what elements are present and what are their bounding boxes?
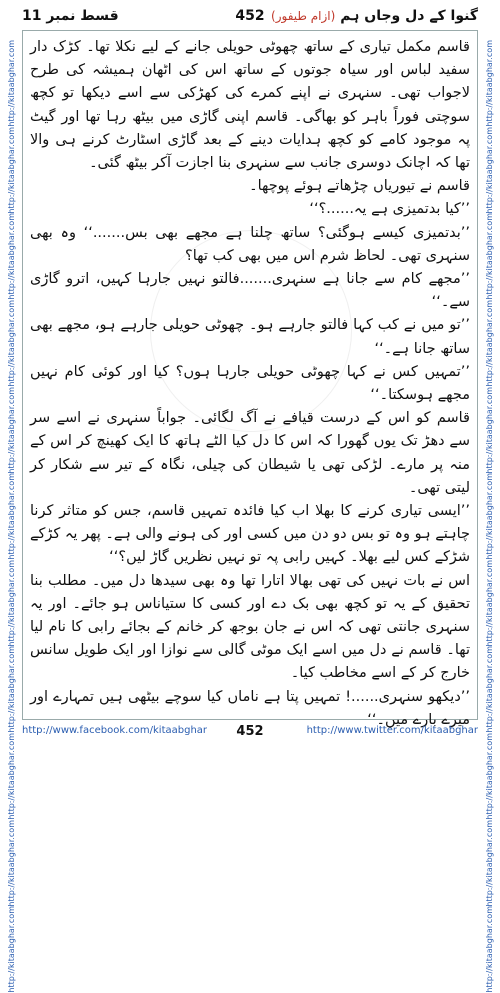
footer-page-number: 452 [236, 724, 264, 739]
paragraph: قاسم مکمل تیاری کے ساتھ چھوٹی حویلی جانے کے لیے نکلا تھا۔ کڑک دار سفید لباس اور سیاہ جوتوں کے ساتھ اس کی اٹھان ہمیشہ کی طرح لاجواب تھی۔ سنہری نے اپنے کمرے کی کھڑکی سے اسے دیکھا تو کچھ سوچتی فوراً باہر کو بھاگی۔ قاسم اپنی گاڑی میں بیٹھ رہا تھا اور گیٹ پہ موجود کامے کو کچھ ہدایات دینے کے بعد گاڑی اسٹارٹ کرنے ہی والا تھا کہ اچانک دوسری جانب سے سنہری بنا اجازت آکر بیٹھ گئی۔ [30, 39, 470, 172]
part-number: قسط نمبر 11 [22, 8, 119, 24]
margin-url[interactable]: http://kitaabghar.com [6, 386, 16, 474]
left-margin-urls [4, 40, 18, 993]
margin-url[interactable]: http://kitaabghar.com [6, 299, 16, 387]
twitter-link[interactable]: http://www.twitter.com/kitaabghar [306, 725, 478, 736]
margin-url[interactable]: http://kitaabghar.com [484, 299, 494, 387]
margin-url[interactable]: http://kitaabghar.com [6, 819, 16, 907]
margin-url[interactable]: http://kitaabghar.com [484, 733, 494, 820]
author-name: (ازام طیفور) [271, 9, 336, 23]
margin-url[interactable]: http://kitaabghar.com [484, 386, 494, 474]
paragraph: ’’تمہیں کس نے کہا چھوٹی حویلی جارہا ہوں؟ کیا اور کوئی کام نہیں مجھے ہوسکتا۔‘‘ [30, 363, 470, 404]
page-header [22, 6, 478, 32]
story-text [30, 36, 470, 728]
series-title-text: گنوا کے دل وجاں ہم [340, 8, 478, 24]
header-page-number: 452 [235, 8, 265, 24]
margin-url[interactable]: http://kitaabghar.com [484, 473, 494, 560]
paragraph: ’’کیا بدتمیزی ہے یہ......؟‘‘ [309, 201, 470, 218]
margin-url[interactable]: http://kitaabghar.com [6, 559, 16, 647]
paragraph: قاسم کو اس کے درست قیافے نے آگ لگائی۔ جواباً سنہری نے اسے سر سے دھڑ تک یوں گھورا کہ اس کا دل کیا الٹے ہاتھ کا ایک کھینچ کر اس کے منہ پر مارے۔ لڑکی تھی یا شیطان کی چیلی، نگاہ کے تیر سے شکار کر لیتی تھی۔ [30, 410, 470, 496]
margin-url[interactable]: http://kitaabghar.com [484, 646, 494, 733]
right-margin-urls [482, 40, 496, 993]
margin-url[interactable]: http://kitaabghar.com [6, 40, 16, 127]
margin-url[interactable]: http://kitaabghar.com [6, 733, 16, 820]
margin-url[interactable]: http://kitaabghar.com [484, 40, 494, 127]
paragraph: اس نے بات نہیں کی تھی بھالا اتارا تھا وہ بھی سیدھا دل میں۔ مطلب بنا تحقیق کے یہ تو کچھ بھی بک دے اور کسی کا ستیاناس ہو جائے۔ اور یہ سنہری جانتی تھی کہ اس نے جان بوجھ کر خانم کے بجائے رابی کا نام لیا تھا۔ قاسم نے دل میں اسے ایک موٹی گالی سے نوازا اور ایک طویل سانس خارج کر کے اسے مخاطب کیا۔ [30, 572, 470, 682]
margin-url[interactable]: http://kitaabghar.com [6, 906, 16, 993]
facebook-link[interactable]: http://www.facebook.com/kitaabghar [22, 725, 208, 736]
margin-url[interactable]: http://kitaabghar.com [6, 473, 16, 560]
page-footer [22, 722, 478, 744]
margin-url[interactable]: http://kitaabghar.com [6, 126, 16, 214]
margin-url[interactable]: http://kitaabghar.com [6, 213, 16, 300]
paragraph: ’’ایسی تیاری کرنے کا بھلا اب کیا فائدہ تمہیں قاسم، جس کو متاثر کرنا چاہتے ہو وہ تو بس دو دن میں کسی اور کی ہونے والی ہے۔ پھر یہ کڑکے شڑکے کس لیے بھلا۔ کہیں رابی پہ تو نہیں نظریں گاڑ لیں؟‘‘ [30, 503, 470, 566]
paragraph: ’’دیکھو سنہری......! تمہیں پتا ہے ناماں کیا سوچے بیٹھی ہیں تمہارے اور میرے بارے میں۔‘‘ [30, 688, 470, 728]
margin-url[interactable]: http://kitaabghar.com [484, 559, 494, 647]
paragraph: ’’بدتمیزی کیسے ہوگئی؟ ساتھ چلنا ہے مجھے بھی بس.......‘‘ وہ بھی سنہری تھی۔ لحاظ شرم اس میں بھی کب تھا؟ [30, 224, 470, 264]
paragraph: قاسم نے تیوریاں چڑھاتے ہوئے پوچھا۔ [249, 178, 470, 195]
paragraph: ’’مجھے کام سے جانا ہے سنہری.......فالتو نہیں جارہا کہیں، اترو گاڑی سے۔‘‘ [30, 271, 470, 311]
margin-url[interactable]: http://kitaabghar.com [6, 646, 16, 733]
margin-url[interactable]: http://kitaabghar.com [484, 213, 494, 300]
paragraph: ’’تو میں نے کب کہا فالتو جارہے ہو۔ چھوٹی حویلی جارہے ہو، مجھے بھی ساتھ جانا ہے۔‘‘ [30, 317, 470, 357]
margin-url[interactable]: http://kitaabghar.com [484, 906, 494, 993]
margin-url[interactable]: http://kitaabghar.com [484, 819, 494, 907]
margin-url[interactable]: http://kitaabghar.com [484, 126, 494, 214]
